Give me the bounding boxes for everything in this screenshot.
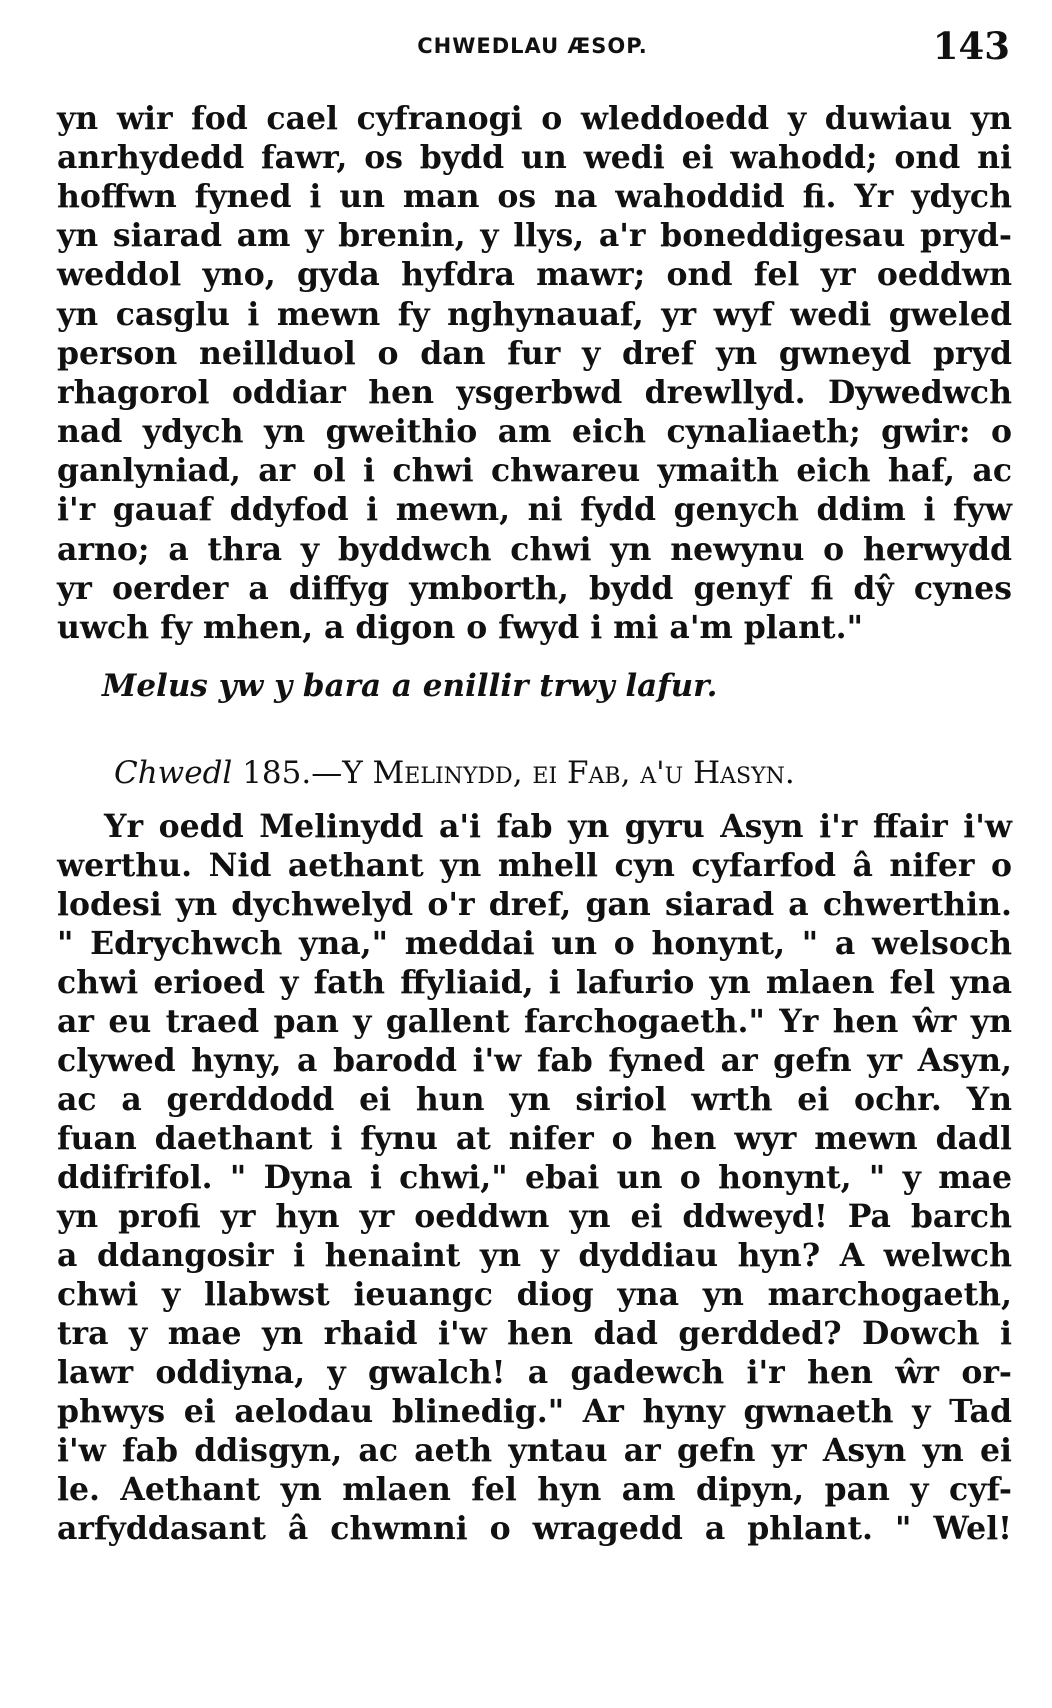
- text-line: yn profi yr hyn yr oeddwn yn ei ddweyd! Pa barch: [57, 1198, 1012, 1235]
- text-line: werthu. Nid aethant yn mhell cyn cyfarfod â nifer o: [57, 847, 1012, 884]
- text-line: i'w fab ddisgyn, ac aeth yntau ar gefn yr Asyn yn ei: [57, 1432, 1012, 1469]
- text-line: yn wir fod cael cyfranogi o wleddoedd y duwiau yn: [57, 100, 1012, 137]
- text-line: hoffwn fyned i un man os na wahoddid fi. Yr ydych: [57, 178, 1012, 215]
- text-line: ar eu traed pan y gallent farchogaeth." Yr hen ŵr yn: [57, 1003, 1012, 1040]
- text-line: lodesi yn dychwelyd o'r dref, gan siarad a chwerthin.: [57, 886, 1012, 923]
- text-line: chwi y llabwst ieuangc diog yna yn marchogaeth,: [57, 1276, 1012, 1313]
- text-line: rhagorol oddiar hen ysgerbwd drewllyd. Dywedwch: [57, 374, 1012, 411]
- text-line: person neillduol o dan fur y dref yn gwneyd pryd: [57, 335, 1012, 372]
- page-number: 143: [932, 24, 1010, 68]
- text-line: ganlyniad, ar ol i chwi chwareu ymaith eich haf, ac: [57, 452, 1012, 489]
- text-line: " Edrychwch yna," meddai un o honynt, " a welsoch: [57, 925, 1012, 962]
- fable-label: Chwedl: [114, 755, 233, 791]
- moral-line: Melus yw y bara a enillir trwy lafur.: [102, 668, 718, 704]
- text-line: yn casglu i mewn fy nghynauaf, yr wyf wedi gweled: [57, 296, 1012, 333]
- text-line: le. Aethant yn mlaen fel hyn am dipyn, pan y cyf-: [57, 1471, 1012, 1508]
- text-line: yn siarad am y brenin, y llys, a'r boneddigesau pryd-: [57, 217, 1012, 254]
- text-line: phwys ei aelodau blinedig." Ar hyny gwnaeth y Tad: [57, 1393, 1012, 1430]
- text-line: yr oerder a diffyg ymborth, bydd genyf fi dŷ cynes: [57, 570, 1012, 607]
- text-line: a ddangosir i henaint yn y dyddiau hyn? A welwch: [57, 1237, 1012, 1274]
- text-line: fuan daethant i fynu at nifer o hen wyr mewn dadl: [57, 1120, 1012, 1157]
- fable-title: —Y Melinydd, ei Fab, a'u Hasyn.: [311, 755, 795, 791]
- text-line: ddifrifol. " Dyna i chwi," ebai un o honynt, " y mae: [57, 1159, 1012, 1196]
- text-line: chwi erioed y fath ffyliaid, i lafurio yn mlaen fel yna: [57, 964, 1012, 1001]
- page-header: [55, 24, 1010, 74]
- text-line: tra y mae yn rhaid i'w hen dad gerdded? Dowch i: [57, 1315, 1012, 1352]
- text-line: anrhydedd fawr, os bydd un wedi ei wahodd; ond ni: [57, 139, 1012, 176]
- text-line: ac a gerddodd ei hun yn siriol wrth ei ochr. Yn: [57, 1081, 1012, 1118]
- text-line: nad ydych yn gweithio am eich cynaliaeth; gwir: o: [57, 413, 1012, 450]
- text-line: uwch fy mhen, a digon o fwyd i mi a'm plant.": [57, 609, 863, 646]
- running-title: CHWEDLAU ÆSOP.: [417, 34, 648, 58]
- text-line: lawr oddiyna, y gwalch! a gadewch i'r hen ŵr or-: [57, 1354, 1012, 1391]
- text-line: Yr oedd Melinydd a'i fab yn gyru Asyn i'r ffair i'w: [104, 808, 1012, 845]
- text-line: arfyddasant â chwmni o wragedd a phlant. " Wel!: [57, 1510, 1012, 1547]
- text-line: weddol yno, gyda hyfdra mawr; ond fel yr oeddwn: [57, 256, 1012, 293]
- text-line: clywed hyny, a barodd i'w fab fyned ar gefn yr Asyn,: [57, 1042, 1012, 1079]
- text-line: i'r gauaf ddyfod i mewn, ni fydd genych ddim i fyw: [57, 491, 1012, 528]
- fable-number: 185.: [242, 755, 312, 791]
- text-line: arno; a thra y byddwch chwi yn newynu o herwydd: [57, 531, 1012, 568]
- fable-heading: [114, 751, 1004, 795]
